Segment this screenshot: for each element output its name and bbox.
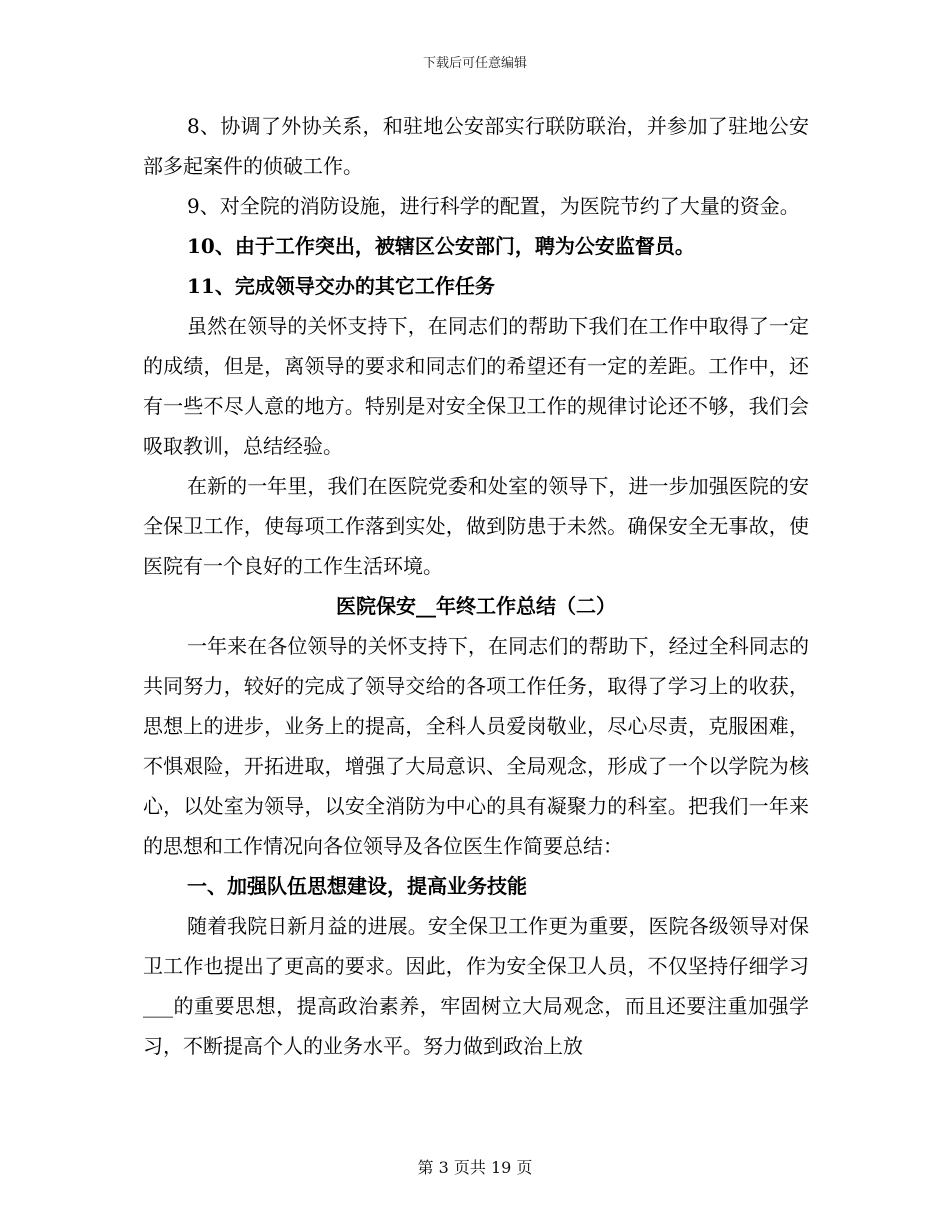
paragraph-item-10: 10、由于工作突出，被辖区公安部门，聘为公安监督员。 [187,234,695,258]
page-header: 下载后可任意编辑 [422,56,527,71]
section-heading-1: 一、加强队伍思想建设，提高业务技能 [187,874,527,898]
page-number: 第 3 页共 19 页 [417,1158,533,1177]
paragraph-item-11: 11、完成领导交办的其它工作任务 [187,274,495,298]
paragraph-new-year: 在新的一年里，我们在医院党委和处室的领导下，进一步加强医院的安全保卫工作，使每项工作落到实处，做到防患于未然。确保安全无事故，使医院有一个良好的工作生活环境。 [143,474,809,578]
paragraph-item-9: 9、对全院的消防设施，进行科学的配置，为医院节约了大量的资金。 [187,194,800,218]
section-title: 医院保安__年终工作总结（二） [336,594,616,618]
paragraph-item-8: 8、协调了外协关系，和驻地公安部实行联防联治，并参加了驻地公安部多起案件的侦破工作。 [143,114,809,178]
paragraph-shortcomings: 虽然在领导的关怀支持下，在同志们的帮助下我们在工作中取得了一定的成绩，但是，离领导的要求和同志们的希望还有一定的差距。工作中，还有一些不尽人意的地方。特别是对安全保卫工作的规律讨论还不够，我们会吸取教训，总结经验。 [143,314,809,458]
paragraph-intro: 一年来在各位领导的关怀支持下，在同志们的帮助下，经过全科同志的共同努力，较好的完成了领导交给的各项工作任务，取得了学习上的收获，思想上的进步，业务上的提高，全科人员爱岗敬业，尽心尽责，克服困难，不惧艰险，开拓进取，增强了大局意识、全局观念，形成了一个以学院为核心，以处室为领导，以安全消防为中心的具有凝聚力的科室。把我们一年来的思想和工作情况向各位领导及各位医生作简要总结： [143,634,809,858]
document-body [143,106,809,1066]
paragraph-body: 随着我院日新月益的进展。安全保卫工作更为重要，医院各级领导对保卫工作也提出了更高的要求。因此，作为安全保卫人员，不仅坚持仔细学习___的重要思想，提高政治素养，牢固树立大局观念，而且还要注重加强学习，不断提高个人的业务水平。努力做到政治上放 [143,914,809,1058]
